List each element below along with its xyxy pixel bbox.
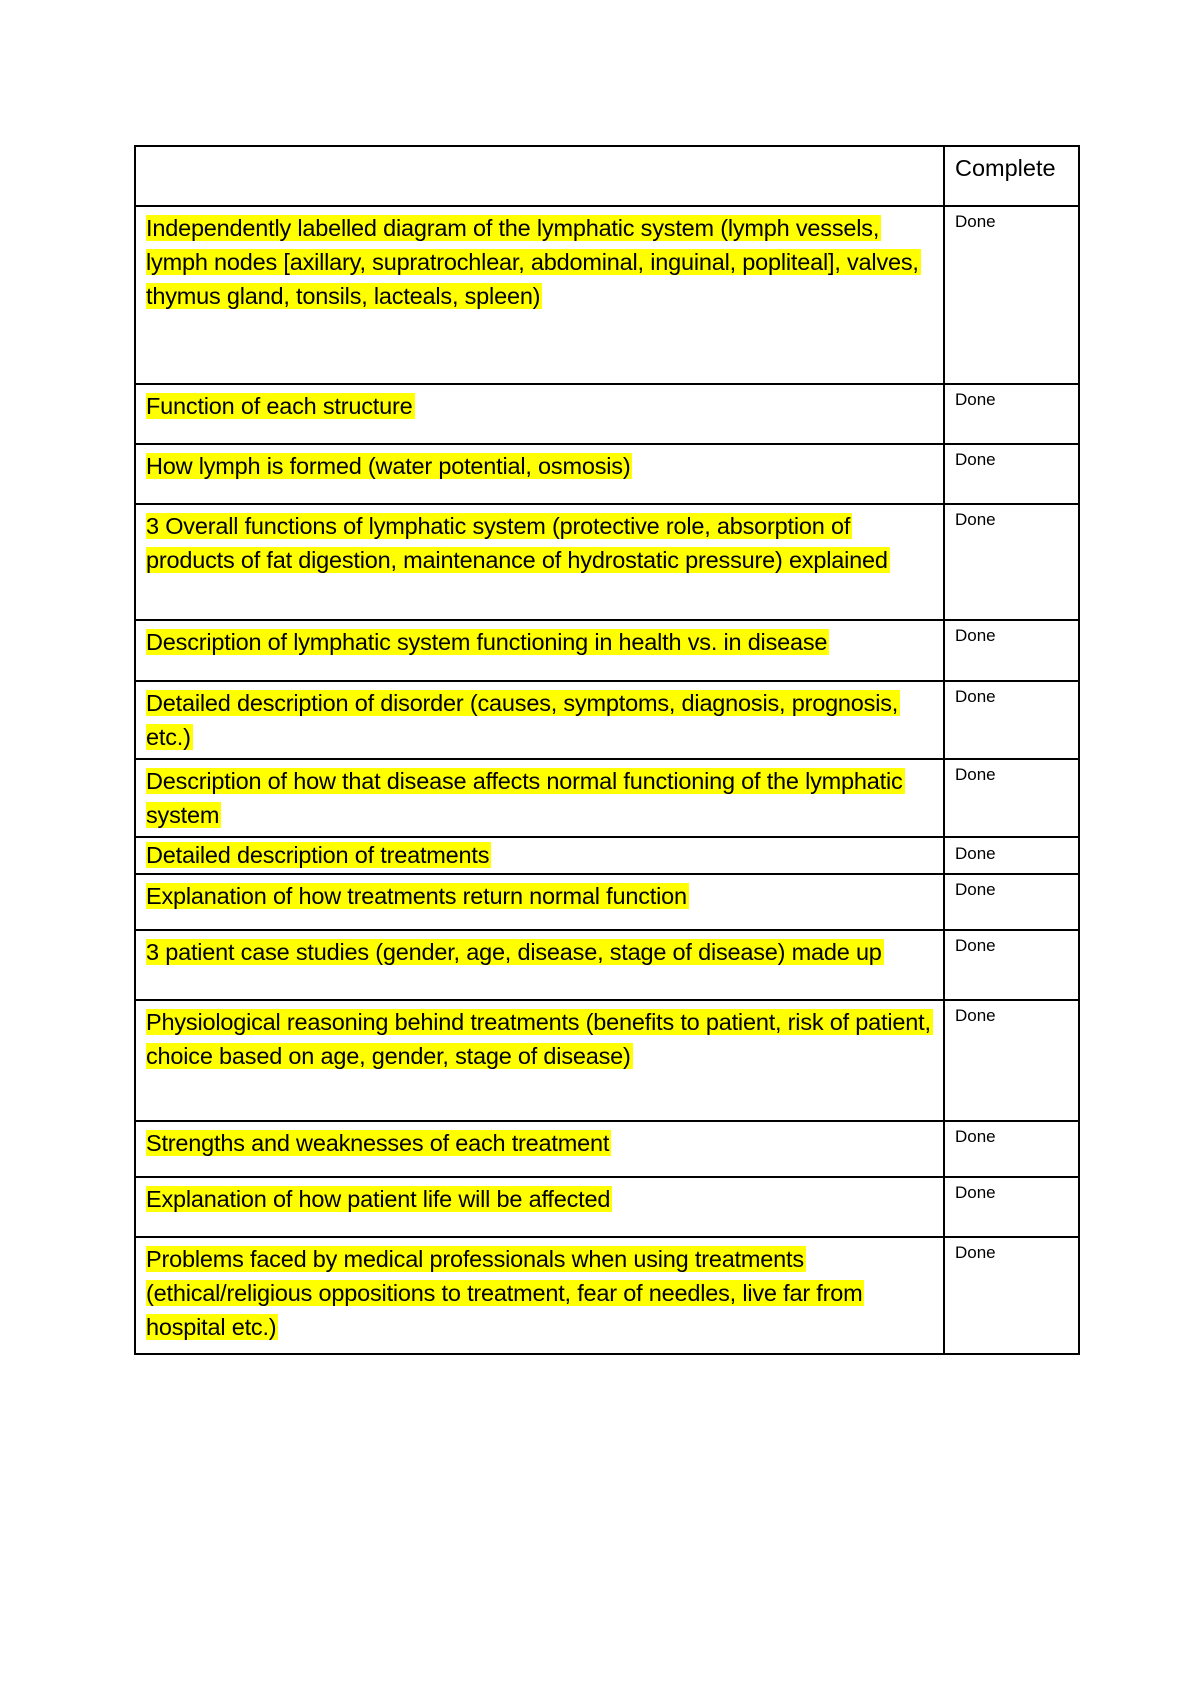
criterion-cell	[135, 759, 944, 837]
criterion-text: Explanation of how patient life will be affected	[146, 1186, 611, 1212]
criterion-text: 3 Overall functions of lymphatic system (protective role, absorption of products of fat digestion, maintenance of hydrostatic pressure) explained	[146, 513, 888, 573]
criterion-text: Independently labelled diagram of the lymphatic system (lymph vessels, lymph nodes [axillary, supratrochlear, abdominal, inguinal, popliteal], valves, thymus gland, tonsils, lacteals, spleen)	[146, 215, 919, 309]
table-row	[135, 1237, 1079, 1354]
header-row	[135, 146, 1079, 206]
criterion-cell	[135, 206, 944, 384]
criterion-cell	[135, 1237, 944, 1354]
criterion-cell	[135, 384, 944, 444]
criterion-text: Description of lymphatic system functioning in health vs. in disease	[146, 629, 828, 655]
table-row	[135, 1121, 1079, 1177]
status-cell: Done	[944, 206, 1079, 384]
criterion-text: Problems faced by medical professionals when using treatments (ethical/religious oppositions to treatment, fear of needles, live far from hospital etc.)	[146, 1246, 863, 1340]
table-row	[135, 1000, 1079, 1121]
criterion-cell	[135, 620, 944, 681]
header-criterion-cell	[135, 146, 944, 206]
status-cell: Done	[944, 837, 1079, 874]
criterion-text: Description of how that disease affects normal functioning of the lymphatic system	[146, 768, 903, 828]
status-cell: Done	[944, 930, 1079, 1000]
table-row	[135, 759, 1079, 837]
table-row	[135, 874, 1079, 930]
criterion-cell	[135, 1177, 944, 1237]
status-cell: Done	[944, 1177, 1079, 1237]
status-cell: Done	[944, 681, 1079, 759]
table-row	[135, 620, 1079, 681]
criterion-cell	[135, 1121, 944, 1177]
criterion-cell	[135, 504, 944, 620]
table-row	[135, 444, 1079, 504]
criterion-cell	[135, 681, 944, 759]
criterion-text: Detailed description of disorder (causes, symptoms, diagnosis, prognosis, etc.)	[146, 690, 899, 750]
criterion-cell	[135, 837, 944, 874]
table-row	[135, 837, 1079, 874]
status-cell: Done	[944, 874, 1079, 930]
status-cell: Done	[944, 384, 1079, 444]
criterion-text: Strengths and weaknesses of each treatment	[146, 1130, 610, 1156]
criterion-text: How lymph is formed (water potential, osmosis)	[146, 453, 631, 479]
checklist-table	[134, 145, 1080, 1355]
criterion-text: Explanation of how treatments return normal function	[146, 883, 687, 909]
status-cell: Done	[944, 1000, 1079, 1121]
criterion-text: Function of each structure	[146, 393, 413, 419]
criterion-cell	[135, 444, 944, 504]
criterion-cell	[135, 930, 944, 1000]
status-cell: Done	[944, 620, 1079, 681]
table-row	[135, 1177, 1079, 1237]
criterion-text: Physiological reasoning behind treatments (benefits to patient, risk of patient, choice based on age, gender, stage of disease)	[146, 1009, 931, 1069]
table-row	[135, 206, 1079, 384]
criterion-cell	[135, 874, 944, 930]
table-row	[135, 504, 1079, 620]
table-row	[135, 930, 1079, 1000]
criterion-cell	[135, 1000, 944, 1121]
table-row	[135, 681, 1079, 759]
status-cell: Done	[944, 444, 1079, 504]
status-cell: Done	[944, 759, 1079, 837]
status-cell: Done	[944, 1121, 1079, 1177]
table-row	[135, 384, 1079, 444]
header-complete-cell: Complete	[944, 146, 1079, 206]
status-cell: Done	[944, 504, 1079, 620]
status-cell: Done	[944, 1237, 1079, 1354]
criterion-text: 3 patient case studies (gender, age, disease, stage of disease) made up	[146, 939, 882, 965]
criterion-text: Detailed description of treatments	[146, 842, 490, 868]
